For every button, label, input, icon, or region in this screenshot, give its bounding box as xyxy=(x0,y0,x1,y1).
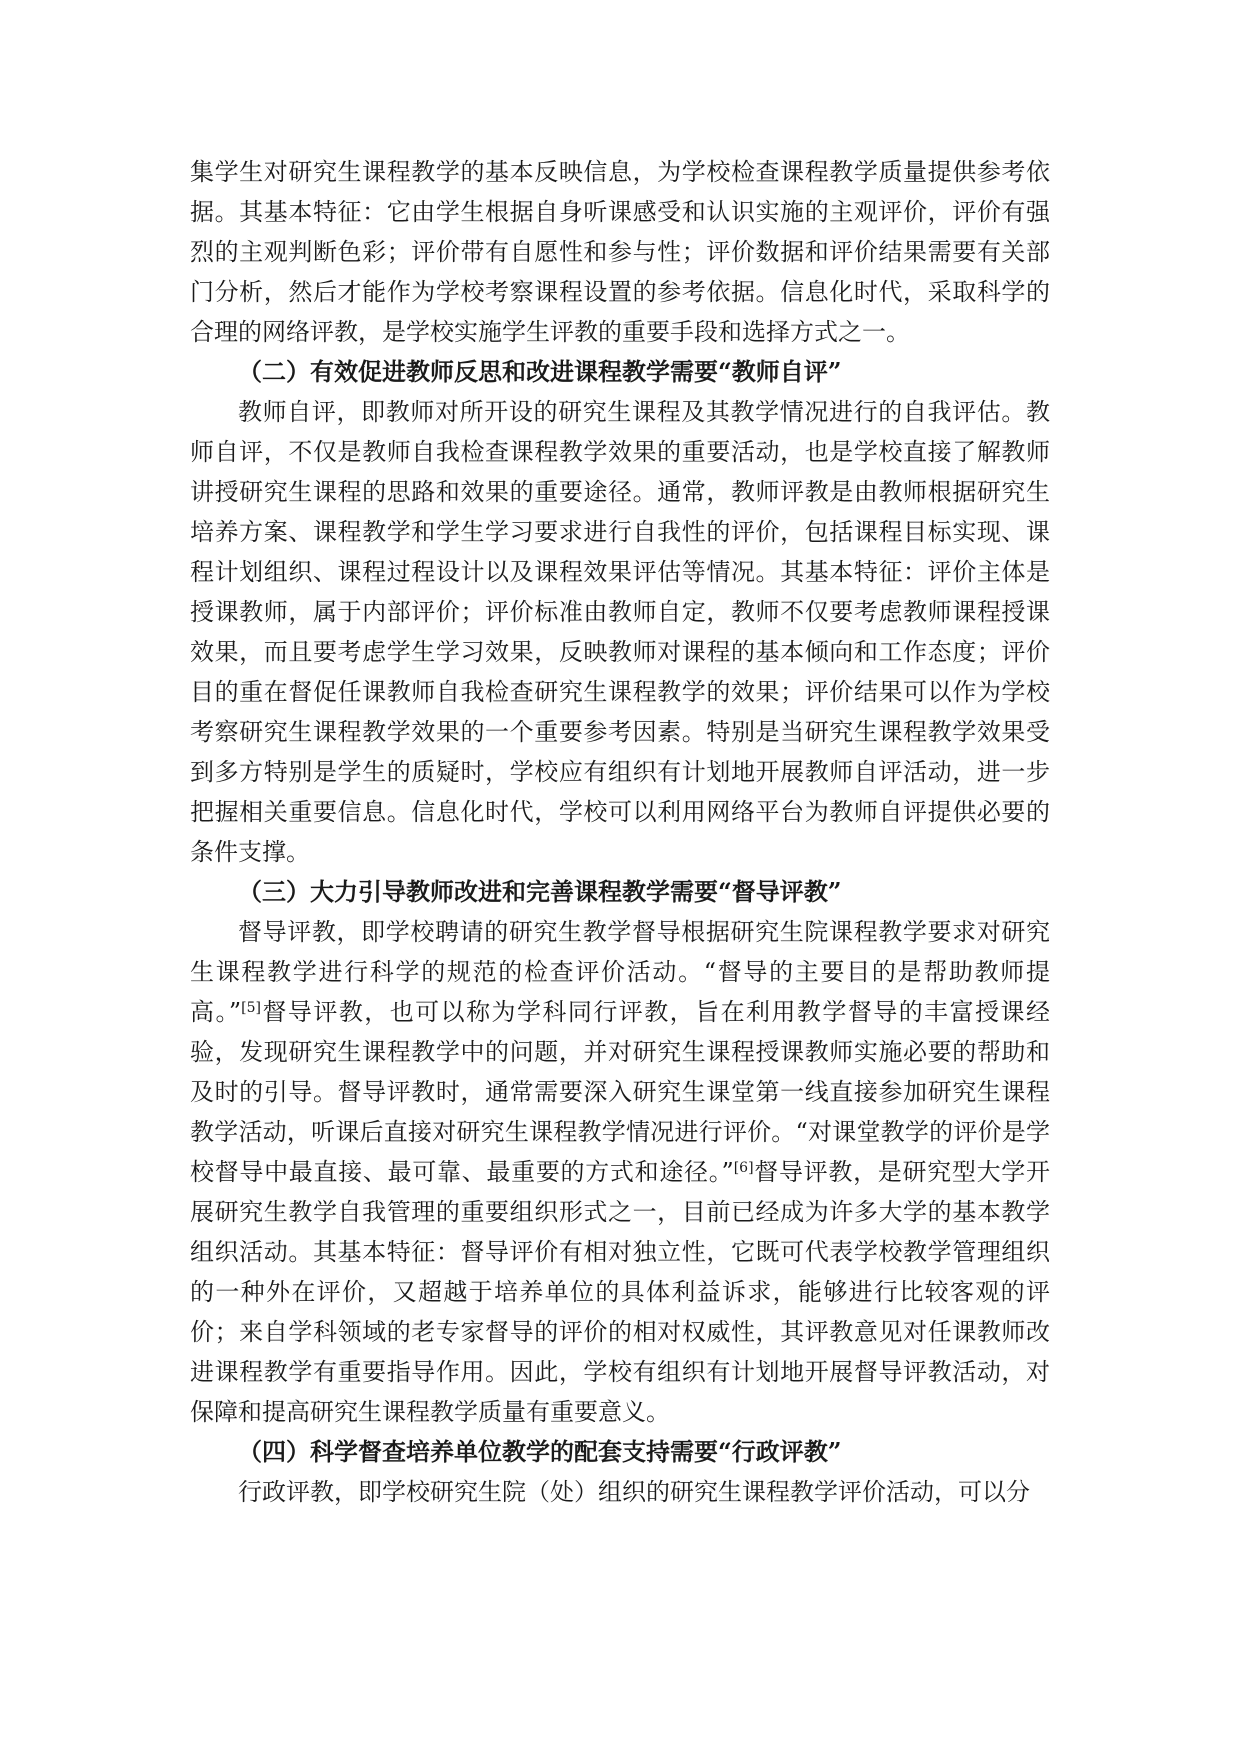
document-page xyxy=(190,152,1050,1512)
paragraph-teacher-self-evaluation: 教师自评，即教师对所开设的研究生课程及其教学情况进行的自我评估。教师自评，不仅是教师自我检查课程教学效果的重要活动，也是学校直接了解教师讲授研究生课程的思路和效果的重要途径。通常，教师评教是由教师根据研究生培养方案、课程教学和学生学习要求进行自我性的评价，包括课程目标实现、课程计划组织、课程过程设计以及课程效果评估等情况。其基本特征：评价主体是授课教师，属于内部评价；评价标准由教师自定，教师不仅要考虑教师课程授课效果，而且要考虑学生学习效果，反映教师对课程的基本倾向和工作态度；评价目的重在督促任课教师自我检查研究生课程教学的效果；评价结果可以作为学校考察研究生课程教学效果的一个重要参考因素。特别是当研究生课程教学效果受到多方特别是学生的质疑时，学校应有组织有计划地开展教师自评活动，进一步把握相关重要信息。信息化时代，学校可以利用网络平台为教师自评提供必要的条件支撑。 xyxy=(190,398,1050,866)
paragraph-text-part-1: 督导评教，即学校聘请的研究生教学督导根据研究生院课程教学要求对研究生课程教学进行科学的规范的检查评价活动。“督导的主要目的是帮助教师提高。” xyxy=(190,918,1050,1026)
paragraph-student-evaluation-continued: 集学生对研究生课程教学的基本反映信息，为学校检查课程教学质量提供参考依据。其基本特征：它由学生根据自身听课感受和认识实施的主观评价，评价有强烈的主观判断色彩；评价带有自愿性和参与性；评价数据和评价结果需要有关部门分析，然后才能作为学校考察课程设置的参考依据。信息化时代，采取科学的合理的网络评教，是学校实施学生评教的重要手段和选择方式之一。 xyxy=(190,158,1050,346)
paragraph-text-part-2: 督导评教，也可以称为学科同行评教，旨在利用教学督导的丰富授课经验，发现研究生课程教学中的问题，并对研究生课程授课教师实施必要的帮助和及时的引导。督导评教时，通常需要深入研究生课堂第一线直接参加研究生课程教学活动，听课后直接对研究生课程教学情况进行评价。“对课堂教学的评价是学校督导中最直接、最可靠、最重要的方式和途径。” xyxy=(190,998,1050,1186)
paragraph-text-part-3: 督导评教，是研究型大学开展研究生教学自我管理的重要组织形式之一，目前已经成为许多大学的基本教学组织活动。其基本特征：督导评价有相对独立性，它既可代表学校教学管理组织的一种外在评价，又超越于培养单位的具体利益诉求，能够进行比较客观的评价；来自学科领域的老专家督导的评价的相对权威性，其评教意见对任课教师改进课程教学有重要指导作用。因此，学校有组织有计划地开展督导评教活动，对保障和提高研究生课程教学质量有重要意义。 xyxy=(190,1158,1050,1426)
paragraph-administrative-evaluation: 行政评教，即学校研究生院（处）组织的研究生课程教学评价活动，可以分 xyxy=(238,1478,1030,1506)
section-heading-teacher-self-evaluation: （二）有效促进教师反思和改进课程教学需要“教师自评” xyxy=(238,357,842,386)
citation-5: [5] xyxy=(241,1000,262,1016)
section-heading-administrative-evaluation: （四）科学督查培养单位教学的配套支持需要“行政评教” xyxy=(238,1437,842,1466)
paragraph-supervisor-evaluation xyxy=(190,912,1050,1432)
citation-6: [6] xyxy=(733,1160,754,1176)
section-heading-supervisor-evaluation: （三）大力引导教师改进和完善课程教学需要“督导评教” xyxy=(238,877,842,906)
